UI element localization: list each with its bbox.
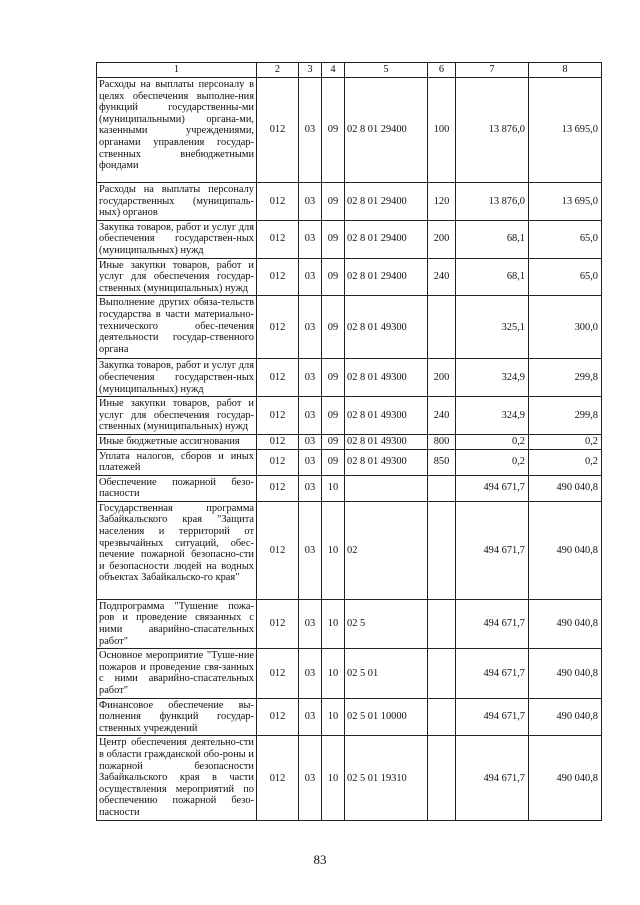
row-amount-2-cell: 490 040,8 (529, 599, 602, 648)
row-name-cell: Закупка товаров, работ и услуг для обеспечения государствен-ных (муниципальных) нужд (97, 359, 257, 397)
row-subsection-cell: 09 (322, 449, 345, 475)
row-section-cell: 03 (299, 599, 322, 648)
row-name-cell: Финансовое обеспечение вы-полнения функций государ-ственных учреждений (97, 698, 257, 736)
table-row (97, 258, 602, 296)
table-row (97, 434, 602, 449)
row-subsection-cell: 10 (322, 736, 345, 821)
row-section-cell: 03 (299, 296, 322, 359)
table-row (97, 649, 602, 698)
row-code-cell: 012 (257, 698, 299, 736)
row-target-article-cell: 02 8 01 49300 (345, 449, 428, 475)
header-cell: 1 (97, 63, 257, 78)
table-row (97, 449, 602, 475)
row-subsection-cell: 09 (322, 258, 345, 296)
row-amount-2-cell: 0,2 (529, 434, 602, 449)
row-section-cell: 03 (299, 501, 322, 599)
row-amount-2-cell: 299,8 (529, 397, 602, 435)
row-expense-type-cell: 200 (428, 220, 456, 258)
row-code-cell: 012 (257, 599, 299, 648)
table-row (97, 220, 602, 258)
row-amount-1-cell: 68,1 (456, 220, 529, 258)
row-code-cell: 012 (257, 78, 299, 183)
row-section-cell: 03 (299, 698, 322, 736)
row-target-article-cell: 02 8 01 49300 (345, 359, 428, 397)
table-row (97, 698, 602, 736)
row-section-cell: 03 (299, 183, 322, 221)
table-row (97, 475, 602, 501)
row-expense-type-cell: 100 (428, 78, 456, 183)
row-section-cell: 03 (299, 397, 322, 435)
row-name-cell: Основное мероприятие "Туше-ние пожаров и проведение свя-занных с ними аварийно-спасательных работ" (97, 649, 257, 698)
row-subsection-cell: 10 (322, 649, 345, 698)
row-expense-type-cell (428, 475, 456, 501)
row-name-cell: Закупка товаров, работ и услуг для обеспечения государствен-ных (муниципальных) нужд (97, 220, 257, 258)
row-amount-1-cell: 324,9 (456, 397, 529, 435)
row-subsection-cell: 09 (322, 397, 345, 435)
row-amount-2-cell: 300,0 (529, 296, 602, 359)
row-amount-2-cell: 65,0 (529, 258, 602, 296)
row-target-article-cell: 02 8 01 29400 (345, 220, 428, 258)
row-target-article-cell (345, 475, 428, 501)
row-name-cell: Государственная программа Забайкальского края "Защита населения и территорий от чрезвычайных ситуаций, обес-печение пожарной безопасно-сти и безопасности людей на водных объектах Забайкальско-го края" (97, 501, 257, 599)
row-amount-2-cell: 299,8 (529, 359, 602, 397)
row-target-article-cell: 02 8 01 49300 (345, 434, 428, 449)
header-cell: 4 (322, 63, 345, 78)
row-section-cell: 03 (299, 434, 322, 449)
row-amount-1-cell: 494 671,7 (456, 698, 529, 736)
row-code-cell: 012 (257, 736, 299, 821)
budget-table (96, 62, 602, 821)
row-expense-type-cell (428, 599, 456, 648)
row-amount-1-cell: 494 671,7 (456, 599, 529, 648)
row-subsection-cell: 10 (322, 475, 345, 501)
row-amount-1-cell: 324,9 (456, 359, 529, 397)
header-row (97, 63, 602, 78)
table-row (97, 599, 602, 648)
row-amount-2-cell: 65,0 (529, 220, 602, 258)
row-target-article-cell: 02 5 (345, 599, 428, 648)
row-amount-2-cell: 490 040,8 (529, 736, 602, 821)
row-expense-type-cell: 120 (428, 183, 456, 221)
row-subsection-cell: 10 (322, 599, 345, 648)
row-target-article-cell: 02 8 01 29400 (345, 183, 428, 221)
row-code-cell: 012 (257, 649, 299, 698)
row-amount-1-cell: 325,1 (456, 296, 529, 359)
row-amount-2-cell: 13 695,0 (529, 183, 602, 221)
row-subsection-cell: 10 (322, 698, 345, 736)
row-amount-1-cell: 494 671,7 (456, 501, 529, 599)
row-code-cell: 012 (257, 296, 299, 359)
row-target-article-cell: 02 8 01 29400 (345, 78, 428, 183)
row-name-cell: Иные бюджетные ассигнования (97, 434, 257, 449)
row-name-cell: Центр обеспечения деятельно-сти в области гражданской обо-роны и пожарной безопасности Забайкальского края в части осуществления мероприятий по обеспечению пожарной безо-пасности (97, 736, 257, 821)
row-expense-type-cell: 240 (428, 397, 456, 435)
page-number: 83 (313, 852, 327, 867)
row-code-cell: 012 (257, 220, 299, 258)
row-amount-1-cell: 13 876,0 (456, 78, 529, 183)
row-name-cell: Обеспечение пожарной безо-пасности (97, 475, 257, 501)
row-amount-1-cell: 494 671,7 (456, 649, 529, 698)
row-amount-1-cell: 494 671,7 (456, 736, 529, 821)
row-amount-1-cell: 494 671,7 (456, 475, 529, 501)
row-section-cell: 03 (299, 359, 322, 397)
row-section-cell: 03 (299, 649, 322, 698)
row-expense-type-cell (428, 501, 456, 599)
row-name-cell: Выполнение других обяза-тельств государства в части материально-технического обес-печения деятельности государ-ственного органа (97, 296, 257, 359)
row-expense-type-cell: 240 (428, 258, 456, 296)
table-row (97, 183, 602, 221)
row-section-cell: 03 (299, 736, 322, 821)
row-code-cell: 012 (257, 397, 299, 435)
table-row (97, 501, 602, 599)
row-subsection-cell: 09 (322, 183, 345, 221)
header-cell: 6 (428, 63, 456, 78)
row-target-article-cell: 02 5 01 (345, 649, 428, 698)
row-target-article-cell: 02 8 01 29400 (345, 258, 428, 296)
row-section-cell: 03 (299, 258, 322, 296)
row-section-cell: 03 (299, 78, 322, 183)
row-expense-type-cell: 800 (428, 434, 456, 449)
row-code-cell: 012 (257, 183, 299, 221)
row-code-cell: 012 (257, 449, 299, 475)
row-amount-2-cell: 0,2 (529, 449, 602, 475)
row-amount-1-cell: 0,2 (456, 434, 529, 449)
table-body (97, 63, 602, 821)
row-name-cell: Подпрограмма "Тушение пожа-ров и проведение связанных с ними аварийно-спасательных работ" (97, 599, 257, 648)
row-name-cell: Уплата налогов, сборов и иных платежей (97, 449, 257, 475)
row-section-cell: 03 (299, 449, 322, 475)
row-name-cell: Иные закупки товаров, работ и услуг для обеспечения государ-ственных (муниципальных) нужд (97, 258, 257, 296)
row-code-cell: 012 (257, 359, 299, 397)
table-row (97, 397, 602, 435)
row-target-article-cell: 02 (345, 501, 428, 599)
row-subsection-cell: 09 (322, 359, 345, 397)
table-row (97, 736, 602, 821)
row-code-cell: 012 (257, 258, 299, 296)
header-cell: 7 (456, 63, 529, 78)
row-subsection-cell: 10 (322, 501, 345, 599)
row-name-cell: Расходы на выплаты персоналу государственных (муниципаль-ных) органов (97, 183, 257, 221)
row-expense-type-cell (428, 649, 456, 698)
row-expense-type-cell: 850 (428, 449, 456, 475)
row-amount-2-cell: 13 695,0 (529, 78, 602, 183)
row-target-article-cell: 02 5 01 10000 (345, 698, 428, 736)
row-subsection-cell: 09 (322, 78, 345, 183)
row-target-article-cell: 02 5 01 19310 (345, 736, 428, 821)
row-expense-type-cell (428, 736, 456, 821)
row-section-cell: 03 (299, 220, 322, 258)
header-cell: 5 (345, 63, 428, 78)
row-expense-type-cell (428, 296, 456, 359)
row-amount-2-cell: 490 040,8 (529, 649, 602, 698)
header-cell: 2 (257, 63, 299, 78)
row-amount-2-cell: 490 040,8 (529, 698, 602, 736)
row-target-article-cell: 02 8 01 49300 (345, 296, 428, 359)
row-amount-2-cell: 490 040,8 (529, 501, 602, 599)
row-subsection-cell: 09 (322, 434, 345, 449)
row-code-cell: 012 (257, 434, 299, 449)
row-name-cell: Иные закупки товаров, работ и услуг для обеспечения государ-ственных (муниципальных) нужд (97, 397, 257, 435)
table-row (97, 296, 602, 359)
row-section-cell: 03 (299, 475, 322, 501)
row-code-cell: 012 (257, 475, 299, 501)
row-name-cell: Расходы на выплаты персоналу в целях обеспечения выполне-ния функций государственны-ми (муниципальными) органа-ми, казенными учреждениями, органами управления государ-ственных внебюджетными фондами (97, 78, 257, 183)
row-code-cell: 012 (257, 501, 299, 599)
row-amount-2-cell: 490 040,8 (529, 475, 602, 501)
row-amount-1-cell: 13 876,0 (456, 183, 529, 221)
row-amount-1-cell: 0,2 (456, 449, 529, 475)
table-row (97, 78, 602, 183)
row-target-article-cell: 02 8 01 49300 (345, 397, 428, 435)
row-amount-1-cell: 68,1 (456, 258, 529, 296)
row-expense-type-cell (428, 698, 456, 736)
header-cell: 8 (529, 63, 602, 78)
header-cell: 3 (299, 63, 322, 78)
table-row (97, 359, 602, 397)
row-subsection-cell: 09 (322, 296, 345, 359)
row-subsection-cell: 09 (322, 220, 345, 258)
row-expense-type-cell: 200 (428, 359, 456, 397)
